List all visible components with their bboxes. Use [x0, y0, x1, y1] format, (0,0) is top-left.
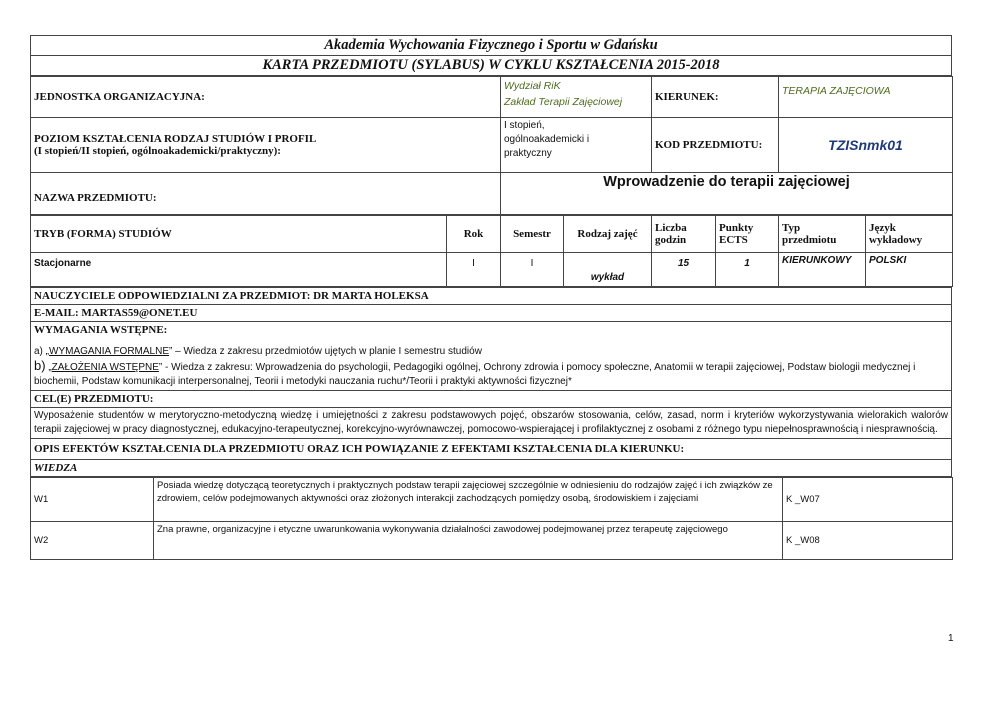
classes-header: Rodzaj zajęć — [564, 216, 652, 253]
requirement-b — [34, 359, 948, 389]
header-table — [30, 35, 952, 76]
type-header — [779, 216, 866, 253]
requirement-b-text: ” - Wiedza z zakresu: Wprowadzenia do psychologii, Pedagogiki ogólnej, Ochrony zdrowia i pomocy społeczne, Anatomii w terapii zajęciowej, Podstaw biologii medycznej i biochemii, Podstaw komunikacji interpersonalnej, Teorii i metodyki nauczania ruchu*/Teorii i praktyki aktywności fizycznej* — [34, 362, 916, 387]
outcome-id: W2 — [31, 522, 154, 560]
lang-header-line1: Język — [869, 222, 896, 234]
level-label-line2: (I stopień/II stopień, ogólnoakademicki/praktyczny): — [34, 145, 281, 157]
lang-value: POLSKI — [866, 253, 953, 287]
outcomes-title: OPIS EFEKTÓW KSZTAŁCENIA DLA PRZEDMIOTU ORAZ ICH POWIĄZANIE Z EFEKTAMI KSZTAŁCENIA DLA KIERUNKU: — [31, 439, 952, 460]
ects-header — [716, 216, 779, 253]
card-title: KARTA PRZEDMIOTU (SYLABUS) W CYKLU KSZTAŁCENIA 2015-2018 — [31, 56, 952, 76]
level-value-line3: praktyczny — [504, 148, 552, 159]
classes-value: wykład — [564, 253, 652, 287]
direction-value: TERAPIA ZAJĘCIOWA — [779, 77, 953, 118]
hours-header — [652, 216, 716, 253]
level-value-line1: I stopień, — [504, 120, 545, 131]
level-label-line1: POZIOM KSZTAŁCENIA RODZAJ STUDIÓW I PROFIL — [34, 133, 317, 145]
direction-label: KIERUNEK: — [652, 77, 779, 118]
subject-name: Wprowadzenie do terapii zajęciowej — [501, 173, 953, 215]
outcome-ref: K _W08 — [783, 522, 953, 560]
requirements-section — [31, 322, 952, 391]
info-table — [30, 76, 953, 215]
subject-code: TZISnmk01 — [779, 118, 953, 173]
requirement-a-text: ” – Wiedza z zakresu przedmiotów ujętych w planie I semestru studiów — [169, 346, 482, 357]
faculty-name: Wydział RiK — [504, 80, 561, 92]
hours-value: 15 — [652, 253, 716, 287]
outcomes-table — [30, 477, 953, 560]
level-value-line2: ogólnoakademicki i — [504, 134, 590, 145]
ects-header-line2: ECTS — [719, 234, 748, 246]
semester-value: I — [501, 253, 564, 287]
email-row: E-MAIL: MARTAS59@ONET.EU — [31, 305, 952, 322]
institution-name: Akademia Wychowania Fizycznego i Sportu w Gdańsku — [31, 36, 952, 56]
goals-title: CEL(E) PRZEDMIOTU: — [31, 391, 952, 408]
outcome-text: Zna prawne, organizacyjne i etyczne uwarunkowania wykonywania działalności zawodowej podejmowanej przez terapeutę zajęciowego — [154, 522, 783, 560]
type-header-line2: przedmiotu — [782, 234, 837, 246]
code-label: KOD PRZEDMIOTU: — [652, 118, 779, 173]
outcome-text: Posiada wiedzę dotyczącą teoretycznych i praktycznych podstaw terapii zajęciowej szczególnie w odniesieniu do rodzajów zajęć i ich związków ze zdrowiem, celów podejmowanych aktywności oraz złożonych interakcji zachodzących pomiędzy osobą, środowiskiem i zajęciami — [154, 478, 783, 522]
type-header-line1: Typ — [782, 222, 801, 234]
page-number: 1 — [948, 633, 954, 644]
org-unit-value — [501, 77, 652, 118]
mode-header: TRYB (FORMA) STUDIÓW — [31, 216, 447, 253]
lang-header-line2: wykładowy — [869, 234, 923, 246]
mode-table — [30, 215, 953, 287]
year-value: I — [447, 253, 501, 287]
requirement-b-prefix: b) — [34, 358, 46, 373]
requirement-a-term: WYMAGANIA FORMALNE — [49, 346, 170, 357]
semester-header: Semestr — [501, 216, 564, 253]
outcome-ref: K _W07 — [783, 478, 953, 522]
syllabus-card — [30, 35, 952, 560]
level-value — [501, 118, 652, 173]
lang-header — [866, 216, 953, 253]
org-unit-label: JEDNOSTKA ORGANIZACYJNA: — [31, 77, 501, 118]
requirement-a-prefix: a) „ — [34, 346, 49, 357]
mode-value: Stacjonarne — [31, 253, 447, 287]
knowledge-label: WIEDZA — [31, 460, 952, 477]
requirements-title: WYMAGANIA WSTĘPNE: — [34, 324, 168, 336]
ects-header-line1: Punkty — [719, 222, 754, 234]
ects-value: 1 — [716, 253, 779, 287]
details-table — [30, 287, 952, 477]
hours-header-line2: godzin — [655, 234, 687, 246]
requirement-b-term: ZAŁOŻENIA WSTĘPNE — [51, 362, 159, 373]
subject-label: NAZWA PRZEDMIOTU: — [31, 173, 501, 215]
teachers-row: NAUCZYCIELE ODPOWIEDZIALNI ZA PRZEDMIOT: DR MARTA HOLEKSA — [31, 288, 952, 305]
type-value: KIERUNKOWY — [779, 253, 866, 287]
year-header: Rok — [447, 216, 501, 253]
outcome-id: W1 — [31, 478, 154, 522]
requirement-b-quote: „ — [45, 362, 52, 373]
requirement-a — [34, 345, 948, 359]
department-name: Zakład Terapii Zajęciowej — [504, 96, 623, 108]
goals-text: Wyposażenie studentów w merytoryczno-metodyczną wiedzę i umiejętności z zakresu podstawowych pojęć, obszarów stosowania, celów, zasad, norm i kryteriów wykorzystywania wielorakich walorów terapii zajęciowej w pracy diagnostycznej, edukacyjno-terapeutycznej, korekcyjno-wyrównawczej, pomocowo-wspierającej i profilaktycznej z osobami z różnego typu niepełnosprawnością i niesprawnością. — [31, 408, 952, 439]
level-label — [31, 118, 501, 173]
hours-header-line1: Liczba — [655, 222, 687, 234]
